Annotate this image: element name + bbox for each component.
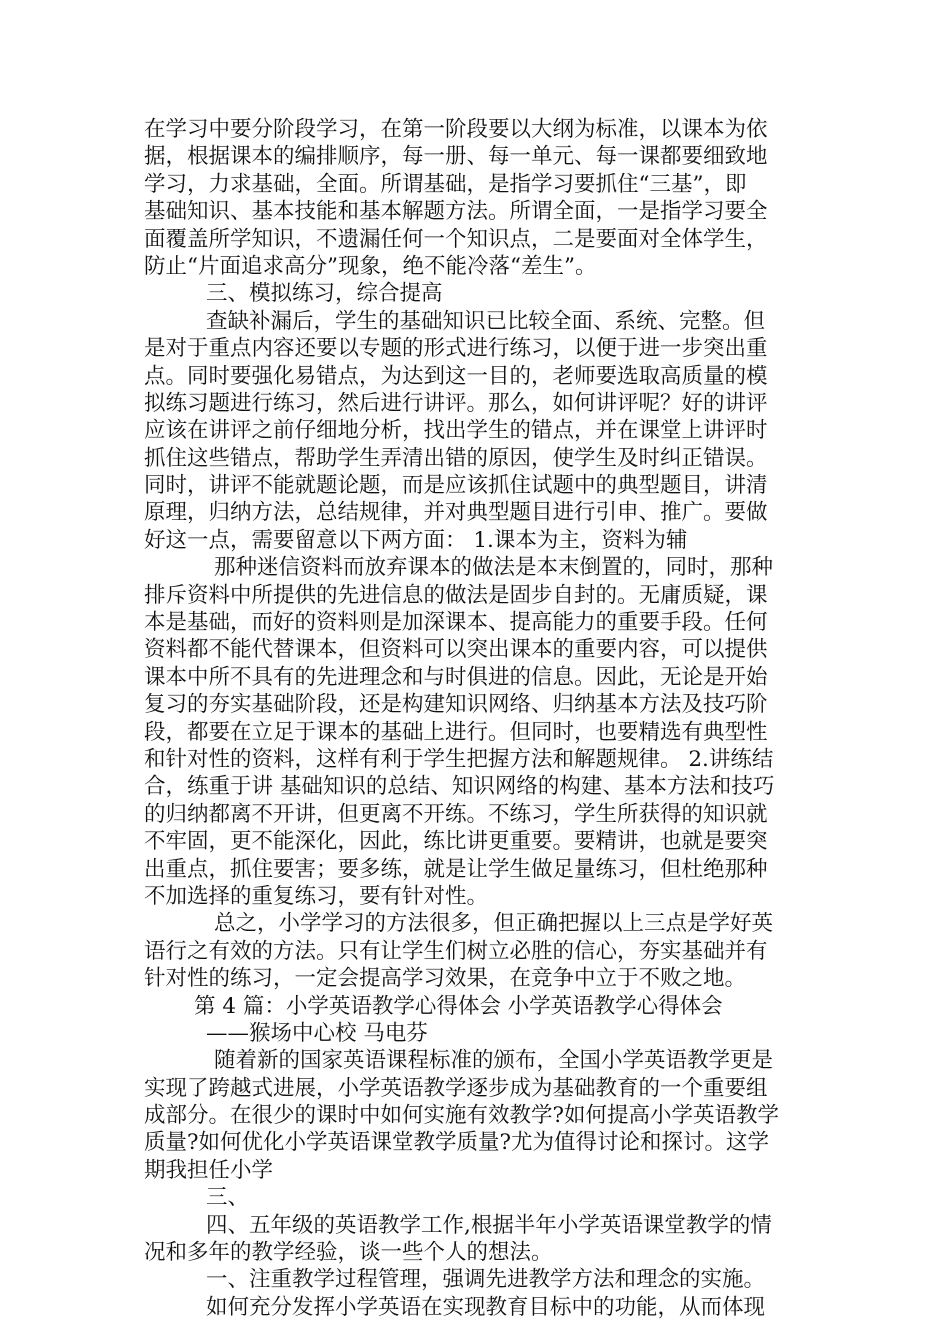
text-line: 四、五年级的英语教学工作,根据半年小学英语课堂教学的情 bbox=[206, 1212, 772, 1238]
text-line: 抓住这些错点，帮助学生弄清出错的原因，使学生及时纠正错误。 bbox=[144, 445, 768, 471]
text-line: 拟练习题进行练习，然后进行讲评。那么，如何讲评呢？好的讲评 bbox=[144, 390, 768, 416]
text-line: 学习，力求基础，全面。所谓基础，是指学习要抓住“三基”，即 bbox=[144, 171, 747, 197]
text-line: 期我担任小学 bbox=[144, 1157, 274, 1183]
text-line: 三、 bbox=[206, 1185, 250, 1211]
text-line: 那种迷信资料而放弃课本的做法是本末倒置的，同时，那种 bbox=[214, 555, 774, 581]
text-line: 本是基础，而好的资料则是加深课本、提高能力的重要手段。任何 bbox=[144, 610, 768, 636]
text-line: 总之，小学学习的方法很多，但正确把握以上三点是学好英 bbox=[214, 911, 774, 937]
text-line: 实现了跨越式进展，小学英语教学逐步成为基础教育的一个重要组 bbox=[144, 1075, 768, 1101]
text-line: 合，练重于讲 基础知识的总结、知识网络的构建、基本方法和技巧 bbox=[144, 774, 775, 800]
text-line: 语行之有效的方法。只有让学生们树立必胜的信心，夯实基础并有 bbox=[144, 938, 768, 964]
text-line: 质量?如何优化小学英语课堂教学质量?尤为值得讨论和探讨。这学 bbox=[144, 1130, 770, 1156]
text-line: 和针对性的资料，这样有利于学生把握方法和解题规律。 2.讲练结 bbox=[144, 746, 774, 772]
text-line: 成部分。在很少的课时中如何实施有效教学?如何提高小学英语教学 bbox=[144, 1103, 780, 1129]
text-line: 同时，讲评不能就题论题，而是应该抓住试题中的典型题目，讲清 bbox=[144, 473, 768, 499]
text-line: 第 4 篇：小学英语教学心得体会 小学英语教学心得体会 bbox=[194, 993, 723, 1019]
text-line: 课本中所不具有的先进理念和与时俱进的信息。因此，无论是开始 bbox=[144, 664, 768, 690]
text-line: 好这一点，需要留意以下两方面： 1.课本为主，资料为辅 bbox=[144, 527, 688, 553]
text-line: 出重点，抓住要害；要多练，就是让学生做足量练习，但杜绝那种 bbox=[144, 856, 768, 882]
text-line: 防止“片面追求高分”现象，绝不能冷落“差生”。 bbox=[144, 253, 597, 279]
text-line: 查缺补漏后，学生的基础知识已比较全面、系统、完整。但 bbox=[206, 308, 766, 334]
text-line: 是对于重点内容还要以专题的形式进行练习，以便于进一步突出重 bbox=[144, 336, 768, 362]
text-line: 资料都不能代替课本，但资料可以突出课本的重要内容，可以提供 bbox=[144, 637, 768, 663]
text-line: 排斥资料中所提供的先进信息的做法是固步自封的。无庸质疑，课 bbox=[144, 582, 768, 608]
document-page bbox=[144, 116, 806, 1321]
text-line: ——猴场中心校 马电芬 bbox=[206, 1020, 428, 1046]
text-line: 况和多年的教学经验，谈一些个人的想法。 bbox=[144, 1240, 553, 1266]
text-line: 原理，归纳方法，总结规律，并对典型题目进行引申、推广。要做 bbox=[144, 500, 768, 526]
text-line: 应该在讲评之前仔细地分析，找出学生的错点，并在课堂上讲评时 bbox=[144, 418, 768, 444]
text-line: 针对性的练习，一定会提高学习效果，在竞争中立于不败之地。 bbox=[144, 966, 747, 992]
text-line: 点。同时要强化易错点，为达到这一目的，老师要选取高质量的模 bbox=[144, 363, 768, 389]
text-line: 如何充分发挥小学英语在实现教育目标中的功能，从而体现 bbox=[206, 1294, 766, 1320]
text-line: 面覆盖所学知识，不遗漏任何一个知识点，二是要面对全体学生， bbox=[144, 226, 768, 252]
text-line: 随着新的国家英语课程标准的颁布，全国小学英语教学更是 bbox=[214, 1048, 774, 1074]
text-line: 据，根据课本的编排顺序，每一册、每一单元、每一课都要细致地 bbox=[144, 144, 768, 170]
text-line: 段，都要在立足于课本的基础上进行。但同时，也要精选有典型性 bbox=[144, 719, 768, 745]
text-line: 一、注重教学过程管理，强调先进教学方法和理念的实施。 bbox=[206, 1267, 766, 1293]
text-line: 复习的夯实基础阶段，还是构建知识网络、归纳基本方法及技巧阶 bbox=[144, 692, 768, 718]
text-line: 不加选择的重复练习，要有针对性。 bbox=[144, 883, 489, 909]
text-line: 的归纳都离不开讲，但更离不开练。不练习，学生所获得的知识就 bbox=[144, 801, 768, 827]
text-line: 基础知识、基本技能和基本解题方法。所谓全面，一是指学习要全 bbox=[144, 199, 768, 225]
text-line: 三、模拟练习，综合提高 bbox=[206, 281, 443, 307]
text-line: 在学习中要分阶段学习，在第一阶段要以大纲为标准，以课本为依 bbox=[144, 117, 768, 142]
text-line: 不牢固，更不能深化，因此，练比讲更重要。要精讲，也就是要突 bbox=[144, 829, 768, 855]
